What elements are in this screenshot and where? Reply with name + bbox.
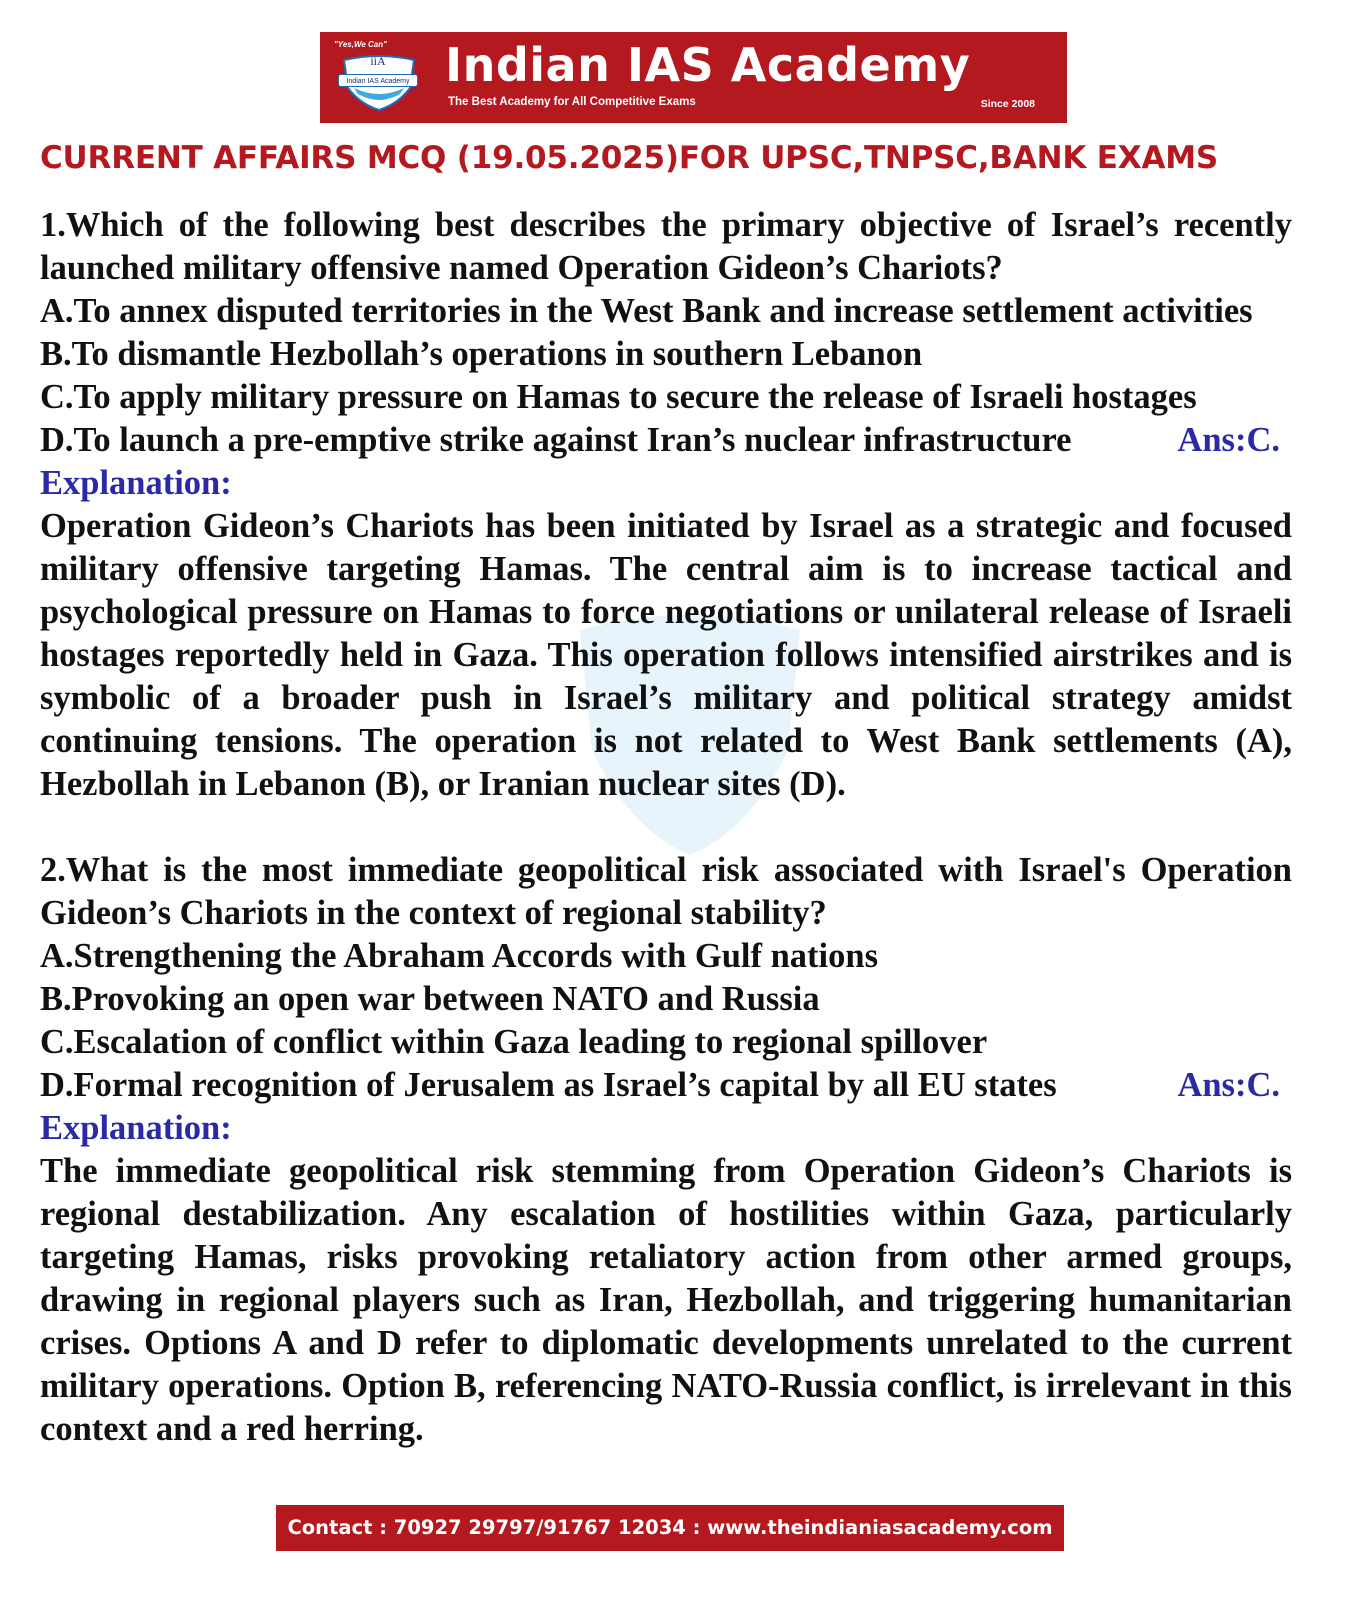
option-b: B.Provoking an open war between NATO and Russia — [40, 980, 820, 1018]
answer-label: Ans:C. — [1177, 421, 1280, 459]
option-b: B.To dismantle Hezbollah’s operations in southern Lebanon — [40, 335, 923, 373]
contact-footer: Contact : 70927 29797/91767 12034 : www.theindianiasacademy.com — [276, 1505, 1064, 1551]
brand-name: Indian IAS Academy — [445, 38, 971, 92]
explanation-text: The immediate geopolitical risk stemming from Operation Gideon’s Chariots is regional destabilization. Any escalation of hostilities within Gaza, particularly targeting Hamas, risks provoking retaliatory action from other armed groups, drawing in regional players such as Iran, Hezbollah, and triggering humanitarian crises. Options A and D refer to diplomatic developments unrelated to the current military operations. Option B, referencing NATO-Russia conflict, is irrelevant in this context and a red herring. — [40, 1152, 1292, 1448]
option-c: C.To apply military pressure on Hamas to secure the release of Israeli hostages — [40, 378, 1197, 416]
explanation-text: Operation Gideon’s Chariots has been initiated by Israel as a strategic and focused military offensive targeting Hamas. The central aim is to increase tactical and psychological pressure on Hamas to force negotiations or unilateral release of Israeli hostages reportedly held in Gaza. This operation follows intensified airstrikes and is symbolic of a broader push in Israel’s military and political strategy amidst continuing tensions. The operation is not related to West Bank settlements (A), Hezbollah in Lebanon (B), or Iranian nuclear sites (D). — [40, 507, 1292, 803]
option-d-row — [40, 419, 1292, 462]
spacer — [40, 806, 1292, 849]
page-title: CURRENT AFFAIRS MCQ (19.05.2025)FOR UPSC,TNPSC,BANK EXAMS — [40, 140, 1219, 176]
option-a: A.Strengthening the Abraham Accords with Gulf nations — [40, 937, 878, 975]
answer-label: Ans:C. — [1177, 1066, 1280, 1104]
since-year: Since 2008 — [980, 98, 1035, 110]
header-banner — [320, 32, 1067, 123]
logo-monogram: iiA — [370, 54, 386, 68]
question-block-2 — [40, 849, 1292, 1451]
option-d: D.To launch a pre-emptive strike against Iran’s nuclear infrastructure — [40, 421, 1072, 459]
question-text: 1.Which of the following best describes the primary objective of Israel’s recently launched military offensive named Operation Gideon’s Chariots? — [40, 206, 1292, 287]
explanation-heading: Explanation: — [40, 464, 232, 502]
option-c: C.Escalation of conflict within Gaza leading to regional spillover — [40, 1023, 988, 1061]
logo-ribbon: Indian IAS Academy — [338, 74, 418, 87]
option-d: D.Formal recognition of Jerusalem as Israel’s capital by all EU states — [40, 1066, 1057, 1104]
academy-logo — [330, 38, 426, 118]
explanation-heading: Explanation: — [40, 1109, 232, 1147]
logo-tagline: "Yes,We Can" — [334, 40, 387, 49]
brand-subtitle: The Best Academy for All Competitive Exams — [448, 96, 696, 108]
option-d-row — [40, 1064, 1292, 1107]
mcq-content — [40, 204, 1292, 1451]
option-a: A.To annex disputed territories in the West Bank and increase settlement activities — [40, 292, 1253, 330]
question-text: 2.What is the most immediate geopolitical risk associated with Israel's Operation Gideon’s Chariots in the context of regional stability? — [40, 851, 1292, 932]
question-block-1 — [40, 204, 1292, 806]
